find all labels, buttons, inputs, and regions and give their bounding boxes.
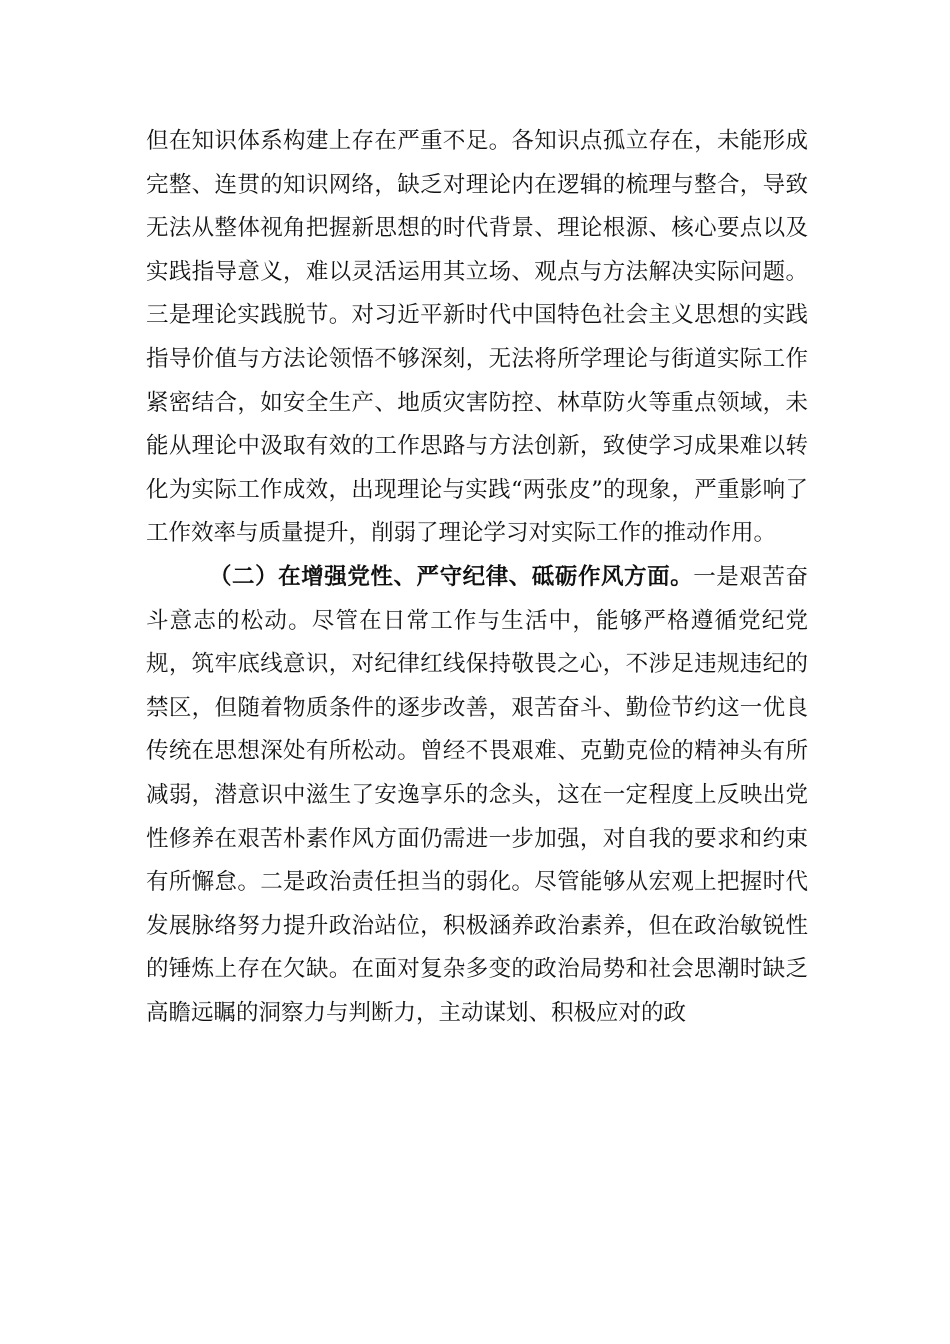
section-heading: （二）在增强党性、严守纪律、砥砺作风方面。 [209, 563, 694, 590]
section-body-text: 一是艰苦奋斗意志的松动。尽管在日常工作与生活中，能够严格遵循党纪党规，筑牢底线意识，对纪律红线保持敬畏之心，不涉足违规违纪的禁区，但随着物质条件的逐步改善，艰苦奋斗、勤俭节约这一优良传统在思想深处有所松动。曾经不畏艰难、克勤克俭的精神头有所减弱，潜意识中滋生了安逸享乐的念头，这在一定程度上反映出党性修养在艰苦朴素作风方面仍需进一步加强，对自我的要求和约束有所懈怠。二是政治责任担当的弱化。尽管能够从宏观上把握时代发展脉络努力提升政治站位，积极涵养政治素养，但在政治敏锐性的锤炼上存在欠缺。在面对复杂多变的政治局势和社会思潮时缺乏高瞻远瞩的洞察力与判断力，主动谋划、积极应对的政 [146, 563, 808, 1026]
paragraph-section-two [146, 556, 808, 1036]
paragraph-continuation: 但在知识体系构建上存在严重不足。各知识点孤立存在，未能形成完整、连贯的知识网络，缺乏对理论内在逻辑的梳理与整合，导致无法从整体视角把握新思想的时代背景、理论根源、核心要点以及实践指导意义，难以灵活运用其立场、观点与方法解决实际问题。三是理论实践脱节。对习近平新时代中国特色社会主义思想的实践指导价值与方法论领悟不够深刻，无法将所学理论与街道实际工作紧密结合，如安全生产、地质灾害防控、林草防火等重点领域，未能从理论中汲取有效的工作思路与方法创新，致使学习成果难以转化为实际工作成效，出现理论与实践“两张皮”的现象，严重影响了工作效率与质量提升，削弱了理论学习对实际工作的推动作用。 [146, 128, 808, 547]
document-body [146, 120, 808, 1035]
